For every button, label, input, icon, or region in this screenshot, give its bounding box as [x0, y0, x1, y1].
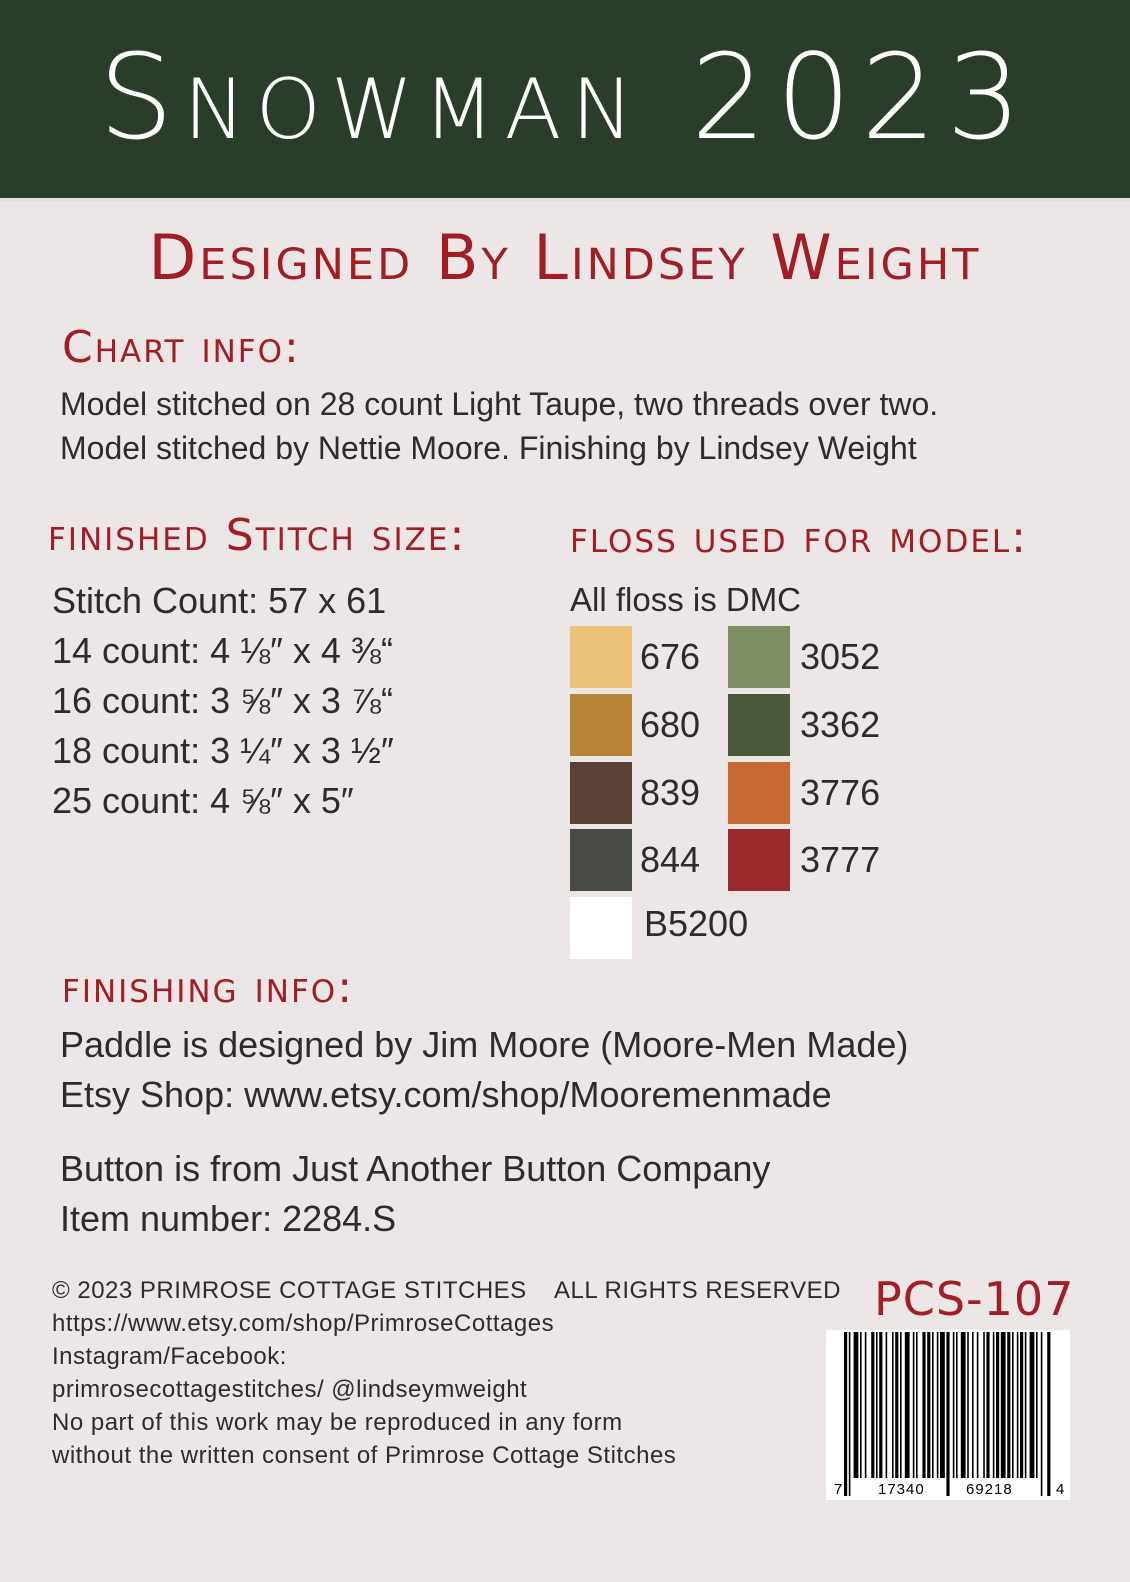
barcode-bar — [972, 1332, 974, 1478]
barcode — [826, 1330, 1070, 1500]
barcode-bar — [876, 1332, 878, 1478]
floss-note: All floss is DMC — [570, 581, 802, 618]
copyright-block — [52, 1274, 841, 1472]
barcode-bar — [871, 1332, 874, 1478]
barcode-digit: 69218 — [966, 1481, 1013, 1498]
barcode-digit: 4 — [1056, 1481, 1065, 1498]
floss-swatch-844 — [570, 829, 632, 891]
barcode-bar — [1025, 1332, 1027, 1478]
barcode-graphic — [826, 1330, 1070, 1500]
stitch-size-line: Stitch Count: 57 x 61 — [52, 580, 387, 621]
chart-info-text — [60, 382, 938, 470]
floss-code: 680 — [640, 704, 701, 745]
barcode-bars — [844, 1332, 1050, 1496]
barcode-bar — [892, 1332, 894, 1478]
barcode-bar — [940, 1332, 945, 1478]
barcode-bar — [1001, 1332, 1006, 1478]
barcode-bar — [1047, 1332, 1050, 1496]
floss-swatch-676 — [570, 626, 632, 688]
barcode-bar — [849, 1332, 851, 1496]
barcode-bar — [860, 1332, 862, 1478]
stitch-size-line: 18 count: 3 ¼″ x 3 ½″ — [52, 730, 394, 771]
barcode-bar — [956, 1332, 958, 1478]
finishing-line: Button is from Just Another Button Company — [60, 1148, 771, 1189]
chart-info-line: Model stitched by Nettie Moore. Finishing by Lindsey Weight — [60, 430, 917, 466]
barcode-bar — [854, 1332, 859, 1478]
barcode-bar — [1017, 1332, 1019, 1478]
finishing-info-text — [60, 1020, 908, 1244]
barcode-bar — [879, 1332, 882, 1478]
floss-swatch-3777 — [728, 829, 790, 891]
barcode-bar — [886, 1332, 888, 1478]
barcode-bar — [1007, 1332, 1010, 1478]
barcode-bar — [905, 1332, 910, 1478]
barcode-bar — [1030, 1332, 1035, 1478]
floss-swatch-b5200 — [570, 897, 632, 959]
sku-label: PCS-107 — [874, 1272, 1075, 1326]
barcode-bar — [913, 1332, 915, 1478]
floss-code: 844 — [640, 839, 701, 880]
etsy-shop-link: https://www.etsy.com/shop/PrimroseCottages — [52, 1310, 555, 1337]
floss-swatch-3052 — [728, 626, 790, 688]
barcode-bar — [996, 1332, 999, 1478]
stitch-size-line: 25 count: 4 ⅝″ x 5″ — [52, 780, 354, 821]
copyright-line: primrosecottagestitches/ @lindseymweight — [52, 1376, 528, 1403]
copyright-line: without the written consent of Primrose Cottage Stitches — [52, 1442, 677, 1469]
barcode-bar — [844, 1332, 847, 1496]
barcode-bar — [895, 1332, 898, 1478]
finishing-info-heading: finishing info: — [62, 962, 355, 1013]
barcode-bar — [993, 1332, 995, 1478]
floss-code: 3776 — [800, 772, 881, 813]
barcode-digit: 17340 — [878, 1481, 925, 1498]
barcode-bar — [916, 1332, 918, 1478]
barcode-bar — [1041, 1332, 1043, 1496]
finishing-line: Item number: 2284.S — [60, 1198, 397, 1239]
floss-swatch-839 — [570, 762, 632, 824]
barcode-digit: 7 — [834, 1481, 843, 1498]
barcode-bar — [977, 1332, 979, 1478]
floss-swatch-3776 — [728, 762, 790, 824]
floss-code: 3362 — [800, 704, 881, 745]
barcode-bar — [1012, 1332, 1014, 1478]
floss-swatch-680 — [570, 694, 632, 756]
barcode-bar — [927, 1332, 930, 1478]
floss-swatch-3362 — [728, 694, 790, 756]
stitch-size-line: 14 count: 4 ⅛″ x 4 ⅜“ — [52, 630, 393, 671]
stitch-size-list — [52, 576, 394, 826]
barcode-bar — [1036, 1332, 1038, 1478]
barcode-bar — [983, 1332, 985, 1478]
finished-size-heading: finished Stitch size: — [48, 510, 467, 561]
floss-code: 3052 — [800, 636, 881, 677]
barcode-bar — [1020, 1332, 1023, 1478]
barcode-bar — [961, 1332, 966, 1478]
floss-heading: floss used for model: — [570, 512, 1029, 563]
copyright-line: Instagram/Facebook: — [52, 1343, 287, 1370]
barcode-bar — [865, 1332, 867, 1478]
stitch-size-line: 16 count: 3 ⅝″ x 3 ⅞“ — [52, 680, 393, 721]
finishing-spacer — [60, 1120, 908, 1144]
floss-code: B5200 — [644, 903, 749, 944]
floss-code: 3777 — [800, 839, 881, 880]
page-title: Snowman 2023 — [98, 28, 1032, 166]
barcode-bar — [953, 1332, 955, 1478]
designer-subtitle: Designed By Lindsey Weight — [148, 221, 982, 294]
barcode-bar — [946, 1332, 949, 1496]
barcode-bar — [900, 1332, 902, 1478]
floss-code: 839 — [640, 772, 701, 813]
barcode-bar — [986, 1332, 989, 1478]
barcode-bar — [937, 1332, 939, 1478]
barcode-bar — [932, 1332, 934, 1478]
finishing-line: Etsy Shop: www.etsy.com/shop/Mooremenmade — [60, 1074, 832, 1115]
barcode-bar — [967, 1332, 969, 1478]
barcode-bar — [922, 1332, 925, 1478]
finishing-line: Paddle is designed by Jim Moore (Moore-Men Made) — [60, 1024, 909, 1065]
chart-info-heading: Chart info: — [62, 322, 301, 373]
chart-info-line: Model stitched on 28 count Light Taupe, two threads over two. — [60, 386, 939, 422]
copyright-line: No part of this work may be reproduced in any form — [52, 1409, 623, 1436]
copyright-line: © 2023 PRIMROSE COTTAGE STITCHES ALL RIGHTS RESERVED — [52, 1277, 841, 1304]
header-banner — [0, 0, 1130, 201]
floss-code: 676 — [640, 636, 701, 677]
